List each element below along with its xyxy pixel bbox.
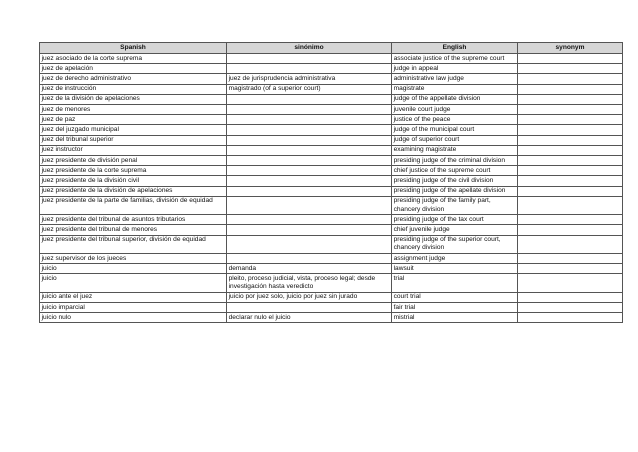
cell-synonym <box>518 115 623 125</box>
cell-spanish: juez de apelación <box>40 64 227 74</box>
table-row <box>40 74 623 84</box>
cell-spanish: juez del juzgado municipal <box>40 125 227 135</box>
cell-sinonimo: pleito, proceso judicial, vista, proceso legal; desde investigación hasta veredicto <box>227 274 392 292</box>
cell-spanish: juez asociado de la corte suprema <box>40 54 227 64</box>
table-row <box>40 125 623 135</box>
table-row <box>40 235 623 253</box>
cell-sinonimo <box>227 235 392 253</box>
cell-english: presiding judge of the civil division <box>392 176 518 186</box>
cell-synonym <box>518 166 623 176</box>
cell-english: mistrial <box>392 313 518 323</box>
cell-spanish: juez presidente del tribunal de asuntos tributarios <box>40 215 227 225</box>
cell-synonym <box>518 264 623 274</box>
table-row <box>40 176 623 186</box>
cell-sinonimo: magistrado (of a superior court) <box>227 84 392 94</box>
cell-synonym <box>518 156 623 166</box>
cell-english: presiding judge of the superior court, chancery division <box>392 235 518 253</box>
cell-english: juvenile court judge <box>392 105 518 115</box>
cell-english: judge of superior court <box>392 135 518 145</box>
table-row <box>40 313 623 323</box>
cell-synonym <box>518 105 623 115</box>
cell-spanish: juez de la división de apelaciones <box>40 94 227 104</box>
table-row <box>40 264 623 274</box>
cell-sinonimo: demanda <box>227 264 392 274</box>
cell-sinonimo <box>227 64 392 74</box>
cell-english: trial <box>392 274 518 292</box>
cell-spanish: juez de derecho administrativo <box>40 74 227 84</box>
cell-synonym <box>518 196 623 214</box>
cell-synonym <box>518 215 623 225</box>
cell-synonym <box>518 303 623 313</box>
cell-spanish: juicio imparcial <box>40 303 227 313</box>
header-synonym: synonym <box>518 43 623 54</box>
cell-english: presiding judge of the family part, chancery division <box>392 196 518 214</box>
header-english: English <box>392 43 518 54</box>
cell-synonym <box>518 225 623 235</box>
header-spanish: Spanish <box>40 43 227 54</box>
cell-spanish: juez presidente de la corte suprema <box>40 166 227 176</box>
cell-synonym <box>518 235 623 253</box>
cell-english: fair trial <box>392 303 518 313</box>
cell-english: chief justice of the supreme court <box>392 166 518 176</box>
cell-english: judge of the municipal court <box>392 125 518 135</box>
cell-spanish: juez de menores <box>40 105 227 115</box>
cell-english: assignment judge <box>392 254 518 264</box>
cell-spanish: juicio <box>40 264 227 274</box>
cell-sinonimo <box>227 135 392 145</box>
table-row <box>40 196 623 214</box>
cell-synonym <box>518 74 623 84</box>
cell-english: presiding judge of the criminal division <box>392 156 518 166</box>
cell-english: presiding judge of the apellate division <box>392 186 518 196</box>
cell-english: magistrate <box>392 84 518 94</box>
cell-english: judge of the appellate division <box>392 94 518 104</box>
table-row <box>40 274 623 292</box>
cell-english: examining magistrate <box>392 145 518 155</box>
cell-synonym <box>518 135 623 145</box>
cell-sinonimo: juez de jurisprudencia administrativa <box>227 74 392 84</box>
table-row <box>40 64 623 74</box>
cell-spanish: juez instructor <box>40 145 227 155</box>
cell-spanish: juicio <box>40 274 227 292</box>
table-row <box>40 145 623 155</box>
table-row <box>40 94 623 104</box>
cell-spanish: juez de paz <box>40 115 227 125</box>
cell-spanish: juez presidente del tribunal de menores <box>40 225 227 235</box>
table-header <box>40 43 623 54</box>
cell-sinonimo <box>227 156 392 166</box>
table-row <box>40 135 623 145</box>
cell-sinonimo <box>227 303 392 313</box>
cell-spanish: juez presidente de la división de apelaciones <box>40 186 227 196</box>
cell-english: presiding judge of the tax court <box>392 215 518 225</box>
cell-sinonimo <box>227 105 392 115</box>
table-body <box>40 54 623 323</box>
cell-spanish: juez del tribunal superior <box>40 135 227 145</box>
table-row <box>40 54 623 64</box>
table-row <box>40 292 623 302</box>
cell-sinonimo <box>227 94 392 104</box>
cell-english: judge in appeal <box>392 64 518 74</box>
cell-synonym <box>518 94 623 104</box>
cell-sinonimo <box>227 125 392 135</box>
cell-spanish: juez presidente de la parte de familias, división de equidad <box>40 196 227 214</box>
cell-spanish: juicio ante el juez <box>40 292 227 302</box>
cell-synonym <box>518 186 623 196</box>
cell-sinonimo <box>227 225 392 235</box>
cell-english: court trial <box>392 292 518 302</box>
cell-synonym <box>518 145 623 155</box>
cell-synonym <box>518 274 623 292</box>
cell-synonym <box>518 254 623 264</box>
glossary-table <box>39 42 623 323</box>
table-row <box>40 225 623 235</box>
cell-spanish: juez presidente de la división civil <box>40 176 227 186</box>
cell-sinonimo <box>227 176 392 186</box>
table-row <box>40 115 623 125</box>
cell-sinonimo <box>227 215 392 225</box>
cell-sinonimo <box>227 196 392 214</box>
cell-sinonimo <box>227 166 392 176</box>
cell-sinonimo: declarar nulo el juicio <box>227 313 392 323</box>
cell-sinonimo: juicio por juez solo, juicio por juez sin jurado <box>227 292 392 302</box>
cell-spanish: juicio nulo <box>40 313 227 323</box>
table-row <box>40 156 623 166</box>
cell-synonym <box>518 84 623 94</box>
cell-english: chief juvenile judge <box>392 225 518 235</box>
cell-synonym <box>518 64 623 74</box>
cell-spanish: juez supervisor de los jueces <box>40 254 227 264</box>
cell-synonym <box>518 176 623 186</box>
cell-english: justice of the peace <box>392 115 518 125</box>
cell-sinonimo <box>227 186 392 196</box>
table-row <box>40 254 623 264</box>
cell-sinonimo <box>227 254 392 264</box>
table-row <box>40 186 623 196</box>
cell-sinonimo <box>227 115 392 125</box>
table-row <box>40 84 623 94</box>
cell-sinonimo <box>227 54 392 64</box>
cell-english: associate justice of the supreme court <box>392 54 518 64</box>
cell-english: administrative law judge <box>392 74 518 84</box>
cell-spanish: juez de instrucción <box>40 84 227 94</box>
header-sinonimo: sinónimo <box>227 43 392 54</box>
cell-spanish: juez presidente del tribunal superior, división de equidad <box>40 235 227 253</box>
cell-spanish: juez presidente de división penal <box>40 156 227 166</box>
cell-synonym <box>518 54 623 64</box>
table-row <box>40 166 623 176</box>
cell-synonym <box>518 313 623 323</box>
table-row <box>40 215 623 225</box>
cell-english: lawsuit <box>392 264 518 274</box>
header-row <box>40 43 623 54</box>
cell-synonym <box>518 125 623 135</box>
cell-synonym <box>518 292 623 302</box>
table-row <box>40 105 623 115</box>
cell-sinonimo <box>227 145 392 155</box>
table-row <box>40 303 623 313</box>
